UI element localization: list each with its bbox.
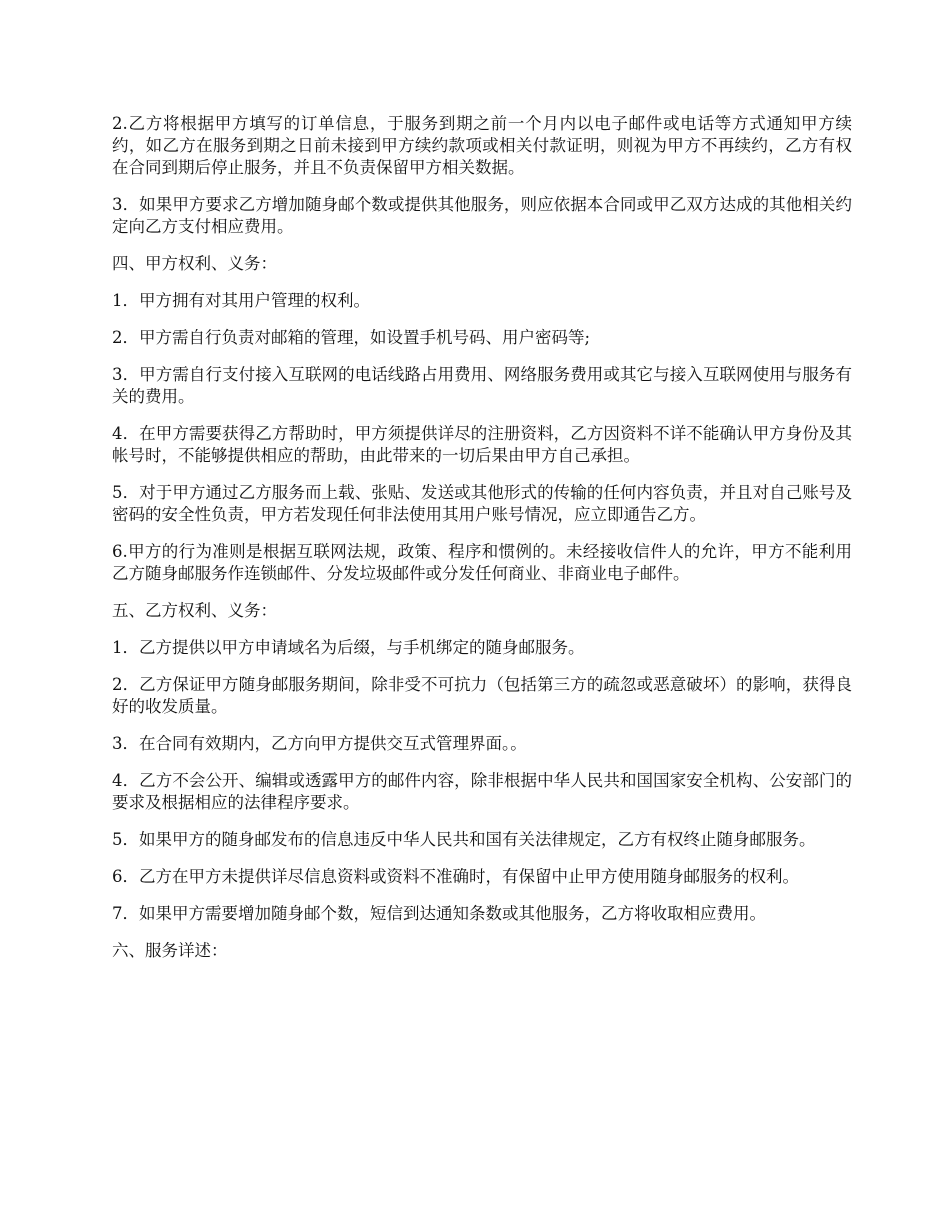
paragraph-renewal-notice: 2.乙方将根据甲方填写的订单信息，于服务到期之前一个月内以电子邮件或电话等方式通知甲方续约，如乙方在服务到期之日前未接到甲方续约款项或相关付款证明，则视为甲方不再续约，乙方有权在合同到期后停止服务，并且不负责保留甲方相关数据。 [112,114,852,177]
paragraph-a-5: 5．对于甲方通过乙方服务而上载、张贴、发送或其他形式的传输的任何内容负责，并且对自己账号及密码的安全性负责，甲方若发现任何非法使用其用户账号情况，应立即通告乙方。 [112,483,852,524]
paragraph-a-4: 4．在甲方需要获得乙方帮助时，甲方须提供详尽的注册资料，乙方因资料不详不能确认甲方身份及其帐号时，不能够提供相应的帮助，由此带来的一切后果由甲方自己承担。 [112,424,852,465]
paragraph-a-1: 1．甲方拥有对其用户管理的权利。 [112,291,370,310]
section-heading-party-a-rights: 四、甲方权利、义务： [112,254,277,273]
document-page [112,113,852,977]
section-heading-service-details: 六、服务详述： [112,941,228,960]
paragraph-a-2: 2．甲方需自行负责对邮箱的管理，如设置手机号码、用户密码等; [112,328,591,347]
paragraph-b-5: 5．如果甲方的随身邮发布的信息违反中华人民共和国有关法律规定，乙方有权终止随身邮服务。 [112,830,816,849]
paragraph-b-2: 2．乙方保证甲方随身邮服务期间，除非受不可抗力（包括第三方的疏忽或恶意破坏）的影响，获得良好的收发质量。 [112,675,852,716]
paragraph-b-1: 1．乙方提供以甲方申请域名为后缀，与手机绑定的随身邮服务。 [112,638,585,657]
paragraph-b-4: 4．乙方不会公开、编辑或透露甲方的邮件内容，除非根据中华人民共和国国家安全机构、公安部门的要求及根据相应的法律程序要求。 [112,771,852,812]
paragraph-b-7: 7．如果甲方需要增加随身邮个数，短信到达通知条数或其他服务，乙方将收取相应费用。 [112,904,766,923]
paragraph-additional-fees: 3．如果甲方要求乙方增加随身邮个数或提供其他服务，则应依据本合同或甲乙双方达成的其他相关约定向乙方支付相应费用。 [112,195,852,236]
section-heading-party-b-rights: 五、乙方权利、义务： [112,601,277,620]
paragraph-b-3: 3．在合同有效期内，乙方向甲方提供交互式管理界面。。 [112,734,527,753]
paragraph-a-6: 6.甲方的行为准则是根据互联网法规，政策、程序和惯例的。未经接收信件人的允许，甲方不能利用乙方随身邮服务作连锁邮件、分发垃圾邮件或分发任何商业、非商业电子邮件。 [112,542,852,583]
paragraph-b-6: 6．乙方在甲方未提供详尽信息资料或资料不准确时，有保留中止甲方使用随身邮服务的权利。 [112,867,799,886]
paragraph-a-3: 3．甲方需自行支付接入互联网的电话线路占用费用、网络服务费用或其它与接入互联网使用与服务有关的费用。 [112,365,852,406]
